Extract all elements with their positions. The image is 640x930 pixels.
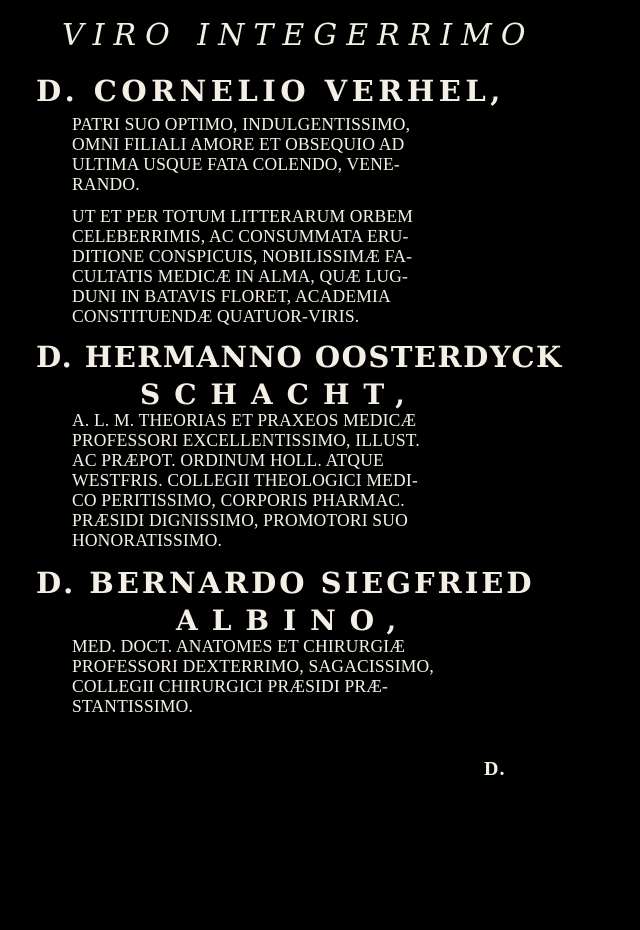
text-line: STANTISSIMO.	[72, 696, 194, 716]
text-line: UT ET PER TOTUM LITTERARUM ORBEM	[72, 206, 414, 226]
text-line: PRÆSIDI DIGNISSIMO, PROMOTORI SUO	[72, 510, 408, 530]
dedication-header: VIRO INTEGERRIMO	[62, 18, 535, 53]
text-line: CULTATIS MEDICÆ IN ALMA, QUÆ LUG-	[72, 266, 409, 286]
text-line: CO PERITISSIMO, CORPORIS PHARMAC.	[72, 490, 405, 510]
catchword: D.	[484, 758, 506, 780]
dedicatee-surname-3: ALBINO,	[176, 604, 411, 637]
text-line: COLLEGII CHIRURGICI PRÆSIDI PRÆ-	[72, 676, 389, 696]
text-line: CELEBERRIMIS, AC CONSUMMATA ERU-	[72, 226, 409, 246]
text-line: CONSTITUENDÆ QUATUOR-VIRIS.	[72, 306, 360, 326]
text-line: HONORATISSIMO.	[72, 530, 223, 550]
dedicatee-name-2: D. HERMANNO OOSTERDYCK	[36, 340, 563, 374]
text-line: ULTIMA USQUE FATA COLENDO, VENE-	[72, 154, 400, 174]
text-line: PROFESSORI EXCELLENTISSIMO, ILLUST.	[72, 430, 420, 450]
dedicatee-name-1: D. CORNELIO VERHEL,	[36, 74, 505, 108]
text-line: A. L. M. THEORIAS ET PRAXEOS MEDICÆ	[72, 410, 417, 430]
text-line: MED. DOCT. ANATOMES ET CHIRURGIÆ	[72, 636, 406, 656]
text-line: AC PRÆPOT. ORDINUM HOLL. ATQUE	[72, 450, 384, 470]
text-line: DITIONE CONSPICUIS, NOBILISSIMÆ FA-	[72, 246, 413, 266]
text-line: PROFESSORI DEXTERRIMO, SAGACISSIMO,	[72, 656, 434, 676]
text-line: RANDO.	[72, 174, 140, 194]
dedicatee-surname-2: SCHACHT,	[140, 378, 419, 411]
text-line: PATRI SUO OPTIMO, INDULGENTISSIMO,	[72, 114, 411, 134]
text-line: DUNI IN BATAVIS FLORET, ACADEMIA	[72, 286, 391, 306]
dedicatee-name-3: D. BERNARDO SIEGFRIED	[36, 566, 535, 600]
text-line: OMNI FILIALI AMORE ET OBSEQUIO AD	[72, 134, 405, 154]
text-line: WESTFRIS. COLLEGII THEOLOGICI MEDI-	[72, 470, 418, 490]
